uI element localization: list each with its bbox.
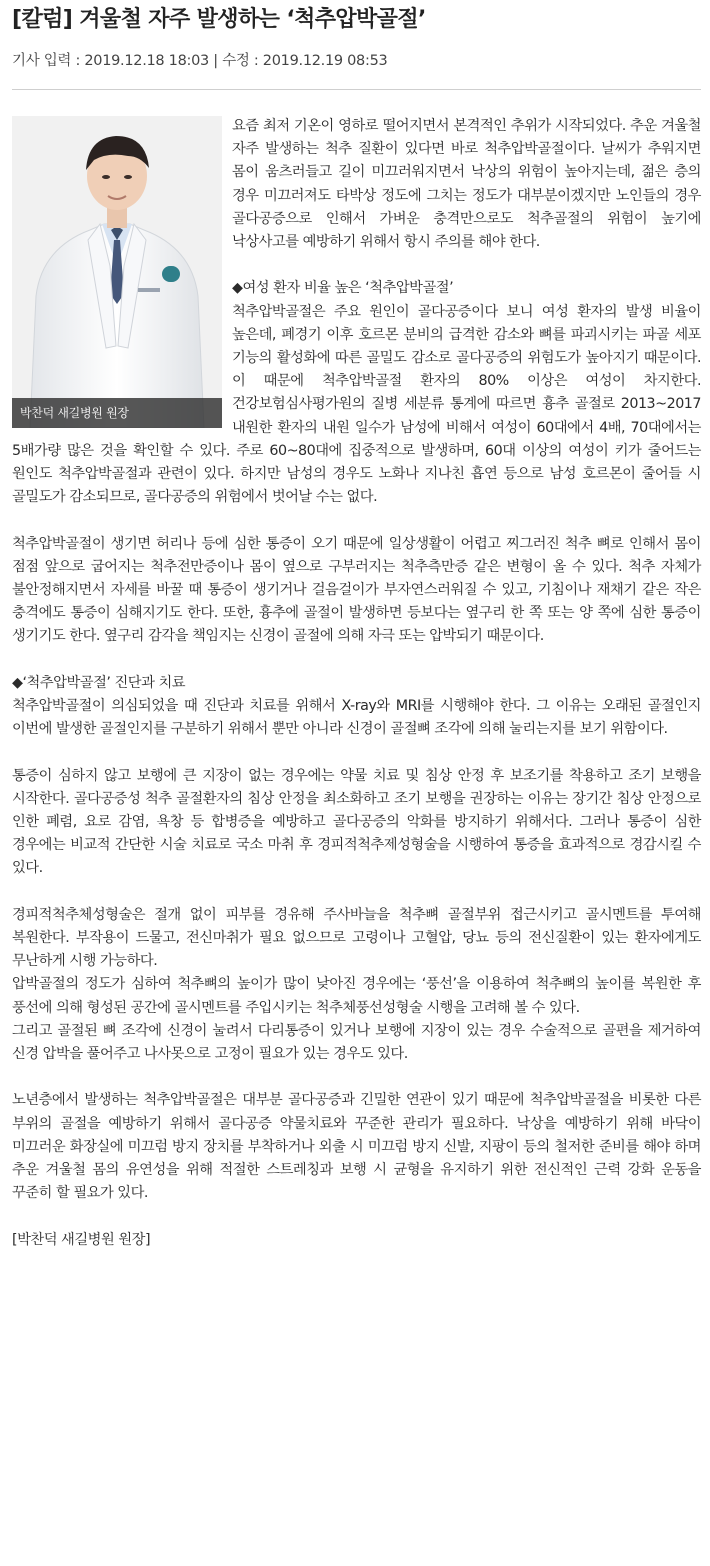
paragraph-kyphoplasty: 압박골절의 정도가 심하여 척추뼈의 높이가 많이 낮아진 경우에는 ‘풍선’을 이용하여 척추뼈의 높이를 복원한 후 풍선에 의해 형성된 공간에 골시멘트를 주입시키는 척추체풍선성형술 시행을 고려해 볼 수 있다. — [12, 976, 701, 1016]
paragraph-diagnosis: 척추압박골절이 의심되었을 때 진단과 치료를 위해서 X-ray와 MRI를 시행해야 한다. 그 이유는 오래된 골절인지 이번에 발생한 골절인지를 구분하기 위해서 뿐만 아니라 신경이 골절뼈 조각에 의해 눌리는지를 보기 위함이다. — [12, 698, 701, 738]
author-signature: [박찬덕 새길병원 원장] — [12, 1231, 151, 1248]
paragraph-gap — [12, 649, 701, 672]
article-body — [12, 115, 701, 1252]
modified-date: 수정 : 2019.12.19 08:53 — [222, 53, 388, 69]
article-title: [칼럼] 겨울철 자주 발생하는 ‘척추압박골절’ — [12, 7, 426, 32]
article-meta — [12, 51, 701, 71]
published-date: 기사 입력 : 2019.12.18 18:03 — [12, 53, 209, 69]
section-heading-women-patients: ◆여성 환자 비율 높은 ‘척추압박골절’ — [232, 280, 454, 297]
paragraph-symptoms: 척추압박골절이 생기면 허리나 등에 심한 통증이 오기 때문에 일상생활이 어렵고 찌그러진 척추 뼈로 인해서 몸이 점점 앞으로 굽어지는 척추전만증이나 몸이 옆으로 구부러지는 척추측만증 같은 변형이 올 수 있다. 척추 자체가 불안정해지면서 자세를 바꿀 때 통증이 생기거나 걸음걸이가 부자연스러워질 수 있고, 기침이나 재채기 같은 작은 충격에도 통증이 심해지기도 한다. 또한, 흉추에 골절이 발생하면 등보다는 옆구리 한 쪽 또는 양 쪽에 심한 통증이 생기기도 한다. 옆구리 감각을 책임지는 신경이 골절에 의해 자극 또는 압박되기 때문이다. — [12, 535, 701, 645]
paragraph-surgery: 그리고 골절된 뼈 조각에 신경이 눌려서 다리통증이 있거나 보행에 지장이 있는 경우 수술적으로 골편을 제거하여 신경 압박을 풀어주고 나사못으로 고정이 필요가 있는 경우도 있다. — [12, 1022, 701, 1063]
paragraph-gap — [12, 1205, 701, 1228]
paragraph-gap — [12, 881, 701, 904]
paragraph-vertebroplasty: 경피적척추체성형술은 절개 없이 피부를 경유해 주사바늘을 척추뼈 골절부위 접근시키고 골시멘트를 투여해 복원한다. 부작용이 드물고, 전신마취가 필요 없으므로 고령이나 고혈압, 당뇨 등의 전신질환이 있는 환자에게도 무난하게 시행 가능하다. — [12, 906, 701, 970]
paragraph-gap — [12, 509, 701, 532]
paragraph-treatment: 통증이 심하지 않고 보행에 큰 지장이 없는 경우에는 약물 치료 및 침상 안정 후 보조기를 착용하고 조기 보행을 시작한다. 골다공증성 척추 골절환자의 침상 안정을 최소화하고 조기 보행을 권장하는 이유는 장기간 침상 안정으로 인한 폐렴, 요로 감염, 욕창 등 합병증을 예방하고 골다공증의 악화를 방지하기 위해서다. 그러나 통증이 심한 경우에는 비교적 간단한 시술 치료로 국소 마취 후 경피적척추제성형술을 시행하여 통증을 효과적으로 경감시킬 수 있다. — [12, 767, 701, 877]
paragraph-gap — [12, 1066, 701, 1089]
header-divider — [12, 89, 701, 90]
section-heading-diagnosis: ◆‘척추압박골절’ 진단과 치료 — [12, 674, 186, 691]
paragraph-women-patients: 척추압박골절은 주요 원인이 골다공증이다 보니 여성 환자의 발생 비율이 높은데, 폐경기 이후 호르몬 분비의 급격한 감소와 뼈를 파괴시키는 파골 세포 기능의 활성화에 따른 골밀도 감소로 골다공증의 위험도가 높아지기 때문이다. 이 때문에 척추압박골절 환자의 80% 이상은 여성이 차지한다. 건강보험심사평가원의 질병 세분류 통계에 따르면 흉추 골절로 2013~2017 내원한 환자의 내원 일수가 남성에 비해서 여성이 60대에서 4배, 70대에서는 5배가량 많은 것을 확인할 수 있다. 주로 60~80대에 집중적으로 발생하며, 60대 이상의 여성이 키가 줄어드는 원인도 척추압박골절과 관련이 있다. 하지만 남성의 경우도 노화나 지나친 흡연 등으로 남성 호르몬이 줄어들 시 골밀도가 감소되므로, 골다공증의 위험에서 벗어날 수는 없다. — [12, 303, 701, 506]
photo-caption: 박찬덕 새길병원 원장 — [12, 398, 222, 428]
doctor-portrait-illustration — [12, 116, 222, 428]
intro-paragraph: 요즘 최저 기온이 영하로 떨어지면서 본격적인 추위가 시작되었다. 추운 겨울철 자주 발생하는 척추 질환이 있다면 바로 척추압박골절이다. 날씨가 추워지면 몸이 움츠러들고 길이 미끄러워지면서 낙상의 위험이 높아지는데, 젊은 층의 경우 미끄러져도 타박상 정도에 그치는 정도가 대부분이겠지만 노인들의 경우 골다공증으로 인해서 가벼운 충격만으로도 척추골절의 위험이 높기에 낙상사고를 예방하기 위해서 항시 주의를 해야 한다. — [232, 118, 701, 251]
meta-separator: | — [208, 53, 223, 69]
author-photo — [12, 116, 222, 428]
paragraph-prevention: 노년층에서 발생하는 척추압박골절은 대부분 골다공증과 긴밀한 연관이 있기 때문에 척추압박골절을 비롯한 다른 부위의 골절을 예방하기 위해서 골다공증 약물치료와 꾸준한 관리가 필요하다. 낙상을 예방하기 위해 바닥이 미끄러운 화장실에 미끄럼 방지 장치를 부착하거나 외출 시 미끄럼 방지 신발, 지팡이 등의 철저한 준비를 해야 하며 추운 겨울철 몸의 유연성을 위해 적절한 스트레칭과 보행 시 균형을 유지하기 위한 전신적인 근력 강화 운동을 꾸준히 할 필요가 있다. — [12, 1092, 701, 1202]
paragraph-gap — [12, 741, 701, 764]
